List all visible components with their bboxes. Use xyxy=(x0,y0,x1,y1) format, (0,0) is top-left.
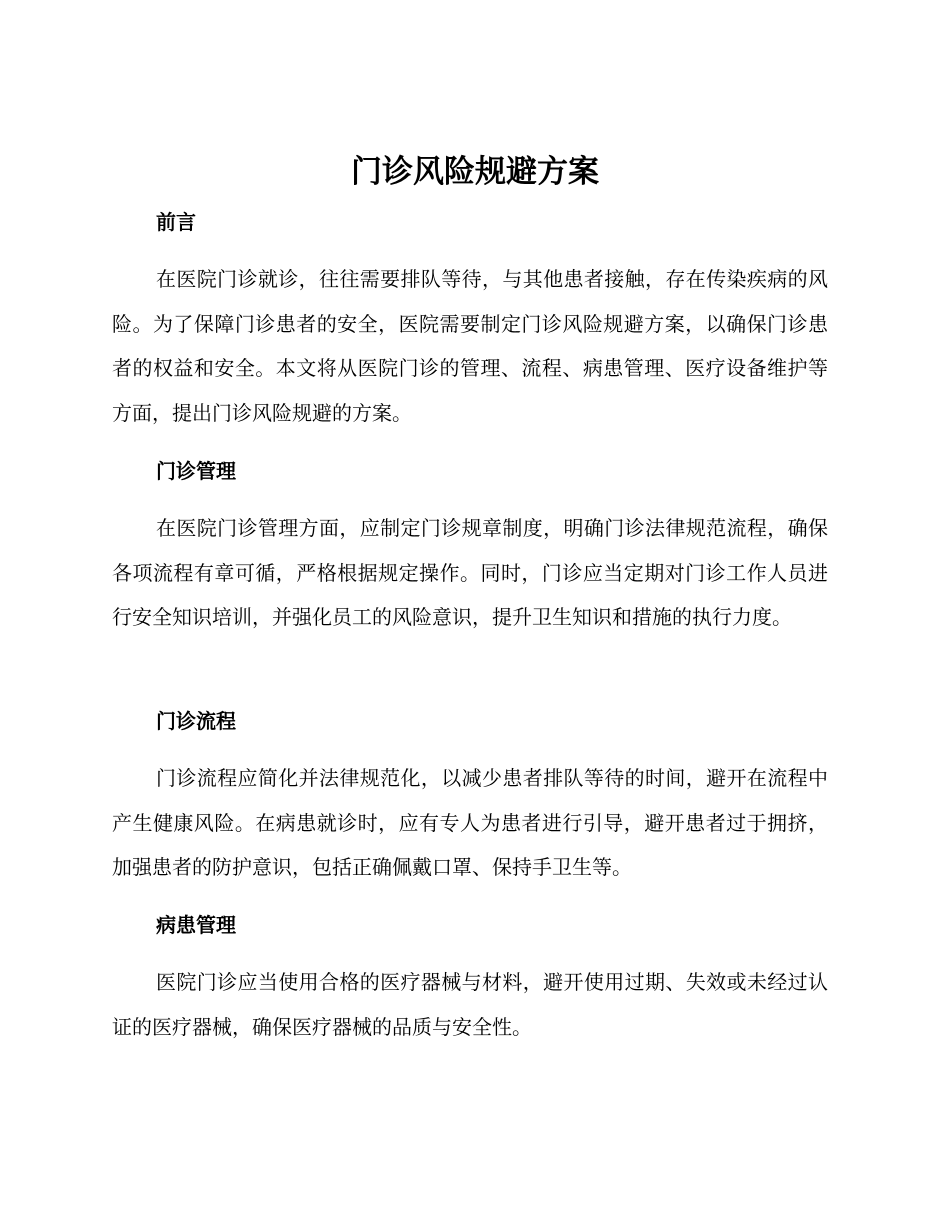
section-heading-outpatient-process: 门诊流程 xyxy=(156,709,236,733)
document-title: 门诊风险规避方案 xyxy=(351,154,599,190)
section-paragraph-outpatient-process: 门诊流程应简化并法律规范化，以减少患者排队等待的时间，避开在流程中产生健康风险。在病患就诊时，应有专人为患者进行引导，避开患者过于拥挤，加强患者的防护意识，包括正确佩戴口罩、保持手卫生等。 xyxy=(112,766,828,879)
section-heading-patient-management: 病患管理 xyxy=(156,913,236,937)
section-paragraph-outpatient-management: 在医院门诊管理方面，应制定门诊规章制度，明确门诊法律规范流程，确保各项流程有章可循，严格根据规定操作。同时，门诊应当定期对门诊工作人员进行安全知识培训，并强化员工的风险意识，提升卫生知识和措施的执行力度。 xyxy=(112,516,828,629)
section-heading-preface: 前言 xyxy=(156,210,196,234)
section-paragraph-preface: 在医院门诊就诊，往往需要排队等待，与其他患者接触，存在传染疾病的风险。为了保障门诊患者的安全，医院需要制定门诊风险规避方案，以确保门诊患者的权益和安全。本文将从医院门诊的管理、流程、病患管理、医疗设备维护等方面，提出门诊风险规避的方案。 xyxy=(112,267,828,425)
section-paragraph-patient-management: 医院门诊应当使用合格的医疗器械与材料，避开使用过期、失效或未经过认证的医疗器械，确保医疗器械的品质与安全性。 xyxy=(112,970,828,1039)
section-heading-outpatient-management: 门诊管理 xyxy=(156,459,236,483)
